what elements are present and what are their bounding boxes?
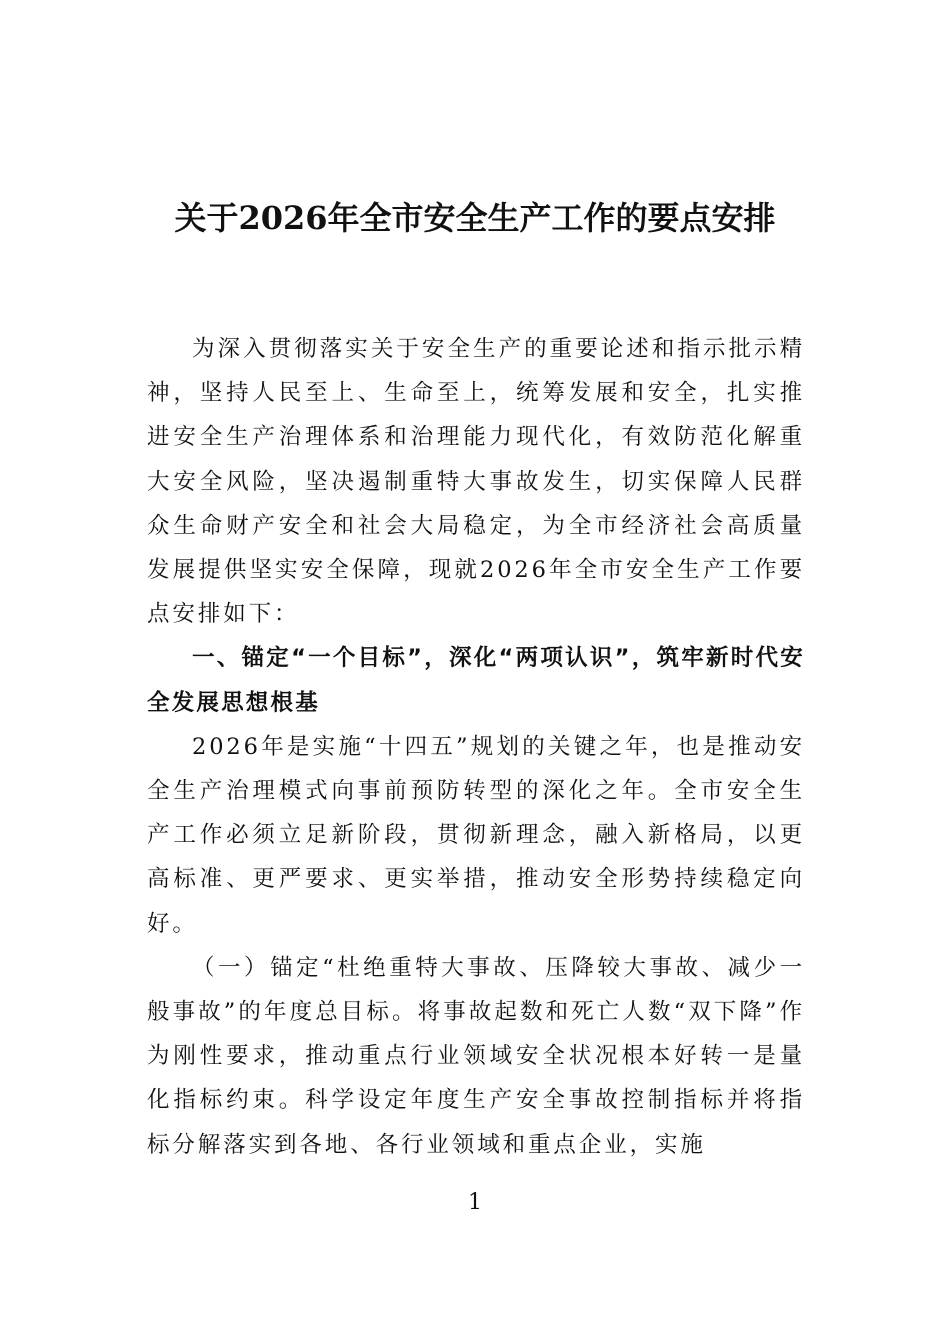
document-body [147, 327, 805, 1167]
subsection-paragraph-1: （一）锚定“杜绝重特大事故、压降较大事故、减少一般事故”的年度总目标。将事故起数和死亡人数“双下降”作为刚性要求，推动重点行业领域安全状况根本好转一是量化指标约束。科学设定年度生产安全事故控制指标并将指标分解落实到各地、各行业领域和重点企业，实施 [147, 954, 805, 1158]
document-title: 关于2026年全市安全生产工作的要点安排 [174, 199, 776, 237]
body-paragraph: 2026年是实施“十四五”规划的关键之年，也是推动安全生产治理模式向事前预防转型的深化之年。全市安全生产工作必须立足新阶段，贯彻新理念，融入新格局，以更高标准、更严要求、更实举措，推动安全形势持续稳定向好。 [147, 733, 805, 937]
section-heading-1: 一、锚定“一个目标”，深化“两项认识”，筑牢新时代安全发展思想根基 [147, 645, 805, 716]
page-number: 1 [468, 1190, 482, 1215]
intro-paragraph: 为深入贯彻落实关于安全生产的重要论述和指示批示精神，坚持人民至上、生命至上，统筹发展和安全，扎实推进安全生产治理体系和治理能力现代化，有效防范化解重大安全风险，坚决遏制重特大事故发生，切实保障人民群众生命财产安全和社会大局稳定，为全市经济社会高质量发展提供坚实安全保障，现就2026年全市安全生产工作要点安排如下： [147, 336, 805, 628]
